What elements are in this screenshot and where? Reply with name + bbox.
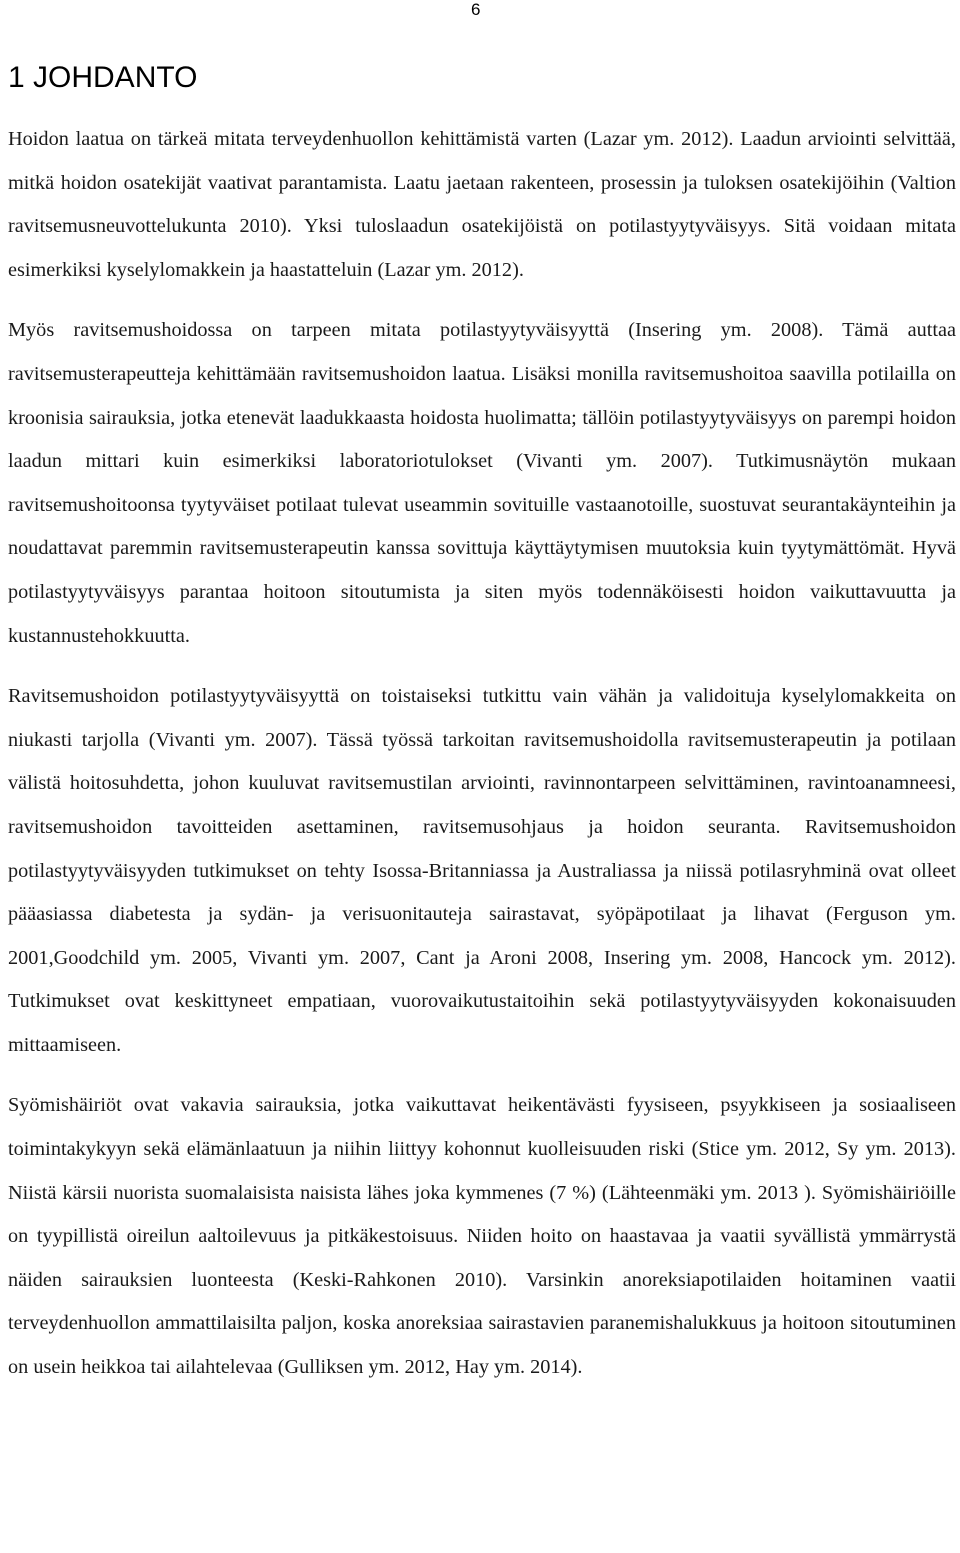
paragraph: Myös ravitsemushoidossa on tarpeen mitata potilastyytyväisyyttä (Insering ym. 2008). Tämä auttaa ravitsemusterapeutteja kehittämään ravitsemushoidon laatua. Lisäksi monilla ravitsemushoitoa saavilla potilailla on kroonisia sairauksia, jotka etenevät laadukkaasta hoidosta huolimatta; tällöin potilastyytyväisyys on parempi hoidon laadun mittari kuin esimerkiksi laboratoriotulokset (Vivanti ym. 2007). Tutkimusnäytön mukaan ravitsemushoitoonsa tyytyväiset potilaat tulevat useammin sovituille vastaanotoille, suostuvat seurantakäynteihin ja noudattavat paremmin ravitsemusterapeutin kanssa sovittuja käyttäytymisen muutoksia kuin tyytymättömät. Hyvä potilastyytyväisyys parantaa hoitoon sitoutumista ja siten myös todennäköisesti hoidon vaikuttavuutta ja kustannustehokkuutta. — [8, 319, 956, 647]
paragraph: Hoidon laatua on tärkeä mitata terveydenhuollon kehittämistä varten (Lazar ym. 2012). Laadun arviointi selvittää, mitkä hoidon osatekijät vaativat parantamista. Laatu jaetaan rakenteen, prosessin ja tuloksen osatekijöihin (Valtion ravitsemusneuvottelukunta 2010). Yksi tuloslaadun osatekijöistä on potilastyytyväisyys. Sitä voidaan mitata esimerkiksi kyselylomakkein ja haastatteluin (Lazar ym. 2012). — [8, 128, 956, 281]
body-text — [8, 118, 956, 1390]
paragraph: Ravitsemushoidon potilastyytyväisyyttä on toistaiseksi tutkittu vain vähän ja validoituja kyselylomakkeita on niukasti tarjolla (Vivanti ym. 2007). Tässä työssä tarkoitan ravitsemushoidolla ravitsemusterapeutin ja potilaan välistä hoitosuhdetta, johon kuuluvat ravitsemustilan arviointi, ravinnontarpeen selvittäminen, ravintoanamneesi, ravitsemushoidon tavoitteiden asettaminen, ravitsemusohjaus ja hoidon seuranta. Ravitsemushoidon potilastyytyväisyyden tutkimukset on tehty Isossa-Britanniassa ja Australiassa ja niissä potilasryhminä ovat olleet pääasiassa diabetesta ja sydän- ja verisuonitauteja sairastavat, syöpäpotilaat ja lihavat (Ferguson ym. 2001,Goodchild ym. 2005, Vivanti ym. 2007, Cant ja Aroni 2008, Insering ym. 2008, Hancock ym. 2012). Tutkimukset ovat keskittyneet empatiaan, vuorovaikutustaitoihin sekä potilastyytyväisyyden kokonaisuuden mittaamiseen. — [8, 685, 956, 1056]
paragraph: Syömishäiriöt ovat vakavia sairauksia, jotka vaikuttavat heikentävästi fyysiseen, psyykkiseen ja sosiaaliseen toimintakykyyn sekä elämänlaatuun ja niihin liittyy kohonnut kuolleisuuden riski (Stice ym. 2012, Sy ym. 2013). Niistä kärsii nuorista suomalaisista naisista lähes joka kymmenes (7 %) (Lähteenmäki ym. 2013 ). Syömishäiriöille on tyypillistä oireilun aaltoilevuus ja pitkäkestoisuus. Niiden hoito on haastavaa ja vaatii syvällistä ymmärrystä näiden sairauksien luonteesta (Keski-Rahkonen 2010). Varsinkin anoreksiapotilaiden hoitaminen vaatii terveydenhuollon ammattilaisilta paljon, koska anoreksiaa sairastavien paranemishalukkuus ja hoitoon sitoutuminen on usein heikkoa tai ailahtelevaa (Gulliksen ym. 2012, Hay ym. 2014). — [8, 1094, 956, 1379]
chapter-title: 1 JOHDANTO — [8, 61, 198, 94]
page-number: 6 — [471, 0, 481, 19]
